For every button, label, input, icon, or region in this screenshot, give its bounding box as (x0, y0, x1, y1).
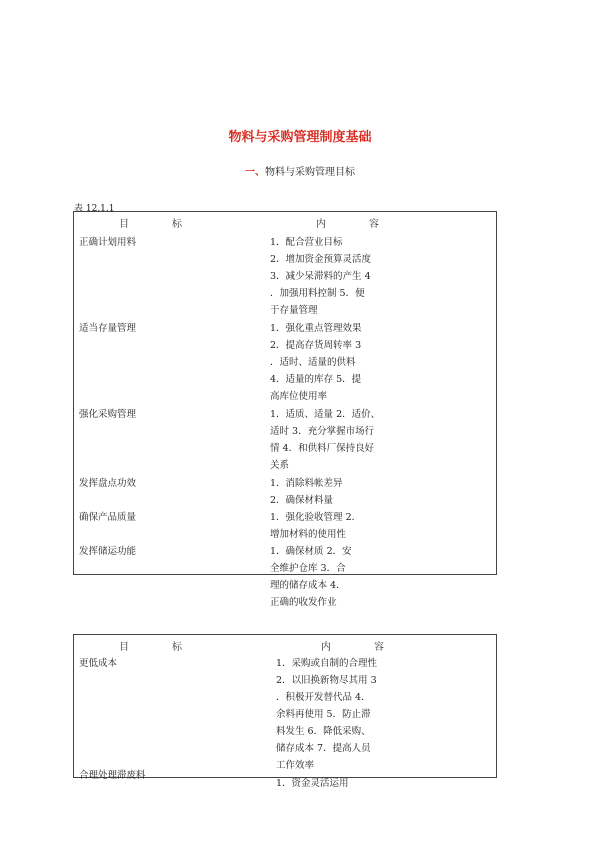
row-content-line: 1．强化重点管理效果 (270, 323, 362, 334)
row-target: 发挥盘点功效 (79, 478, 137, 489)
row-target: 更低成本 (79, 658, 118, 669)
row-content-line: 1．资金灵活运用 (276, 778, 349, 789)
row-content-line: 1．采购或自制的合理性 (276, 658, 378, 669)
row-content-line: 3．减少呆滞料的产生 4 (270, 271, 371, 282)
row-content-line: 增加材料的使用性 (270, 529, 347, 540)
row-content-line: 料发生 6．降低采购、 (276, 726, 371, 737)
section-heading (0, 163, 600, 178)
page-title: 物料与采购管理制度基础 (228, 130, 372, 145)
row-content-line: 正确的收发作业 (270, 597, 337, 608)
row-content-line: ．积极开发替代品 4． (276, 692, 371, 703)
row-content-line: 1．消除料帐差异 (270, 478, 343, 489)
header-target-char-2: 标 (172, 219, 182, 230)
row-content-line: 适时 3．充分掌握市场行 (270, 426, 375, 437)
header-target-char-2: 标 (172, 642, 182, 653)
section-number: 一、 (245, 167, 265, 178)
row-content-line: 情 4．和供料厂保持良好 (270, 443, 375, 454)
row-content-line: 于存量管理 (270, 305, 318, 316)
header-content-char-2: 容 (374, 642, 384, 653)
row-content-line: 1．确保材质 2．安 (270, 546, 352, 557)
row-content-line: 2．增加资金预算灵活度 (270, 254, 372, 265)
row-content-line: 高库位使用率 (270, 391, 328, 402)
row-content-line: 2．确保材料量 (270, 495, 334, 506)
row-content-line: 理的储存成本 4． (270, 580, 346, 591)
row-content-line: 工作效率 (276, 760, 315, 771)
row-target: 确保产品质量 (79, 512, 137, 523)
row-content-line: ．适时、适量的供料 (270, 357, 356, 368)
table-caption: 表 12.1.1 (74, 204, 115, 214)
row-content-line: 关系 (270, 460, 290, 471)
header-content-char-1: 内 (321, 642, 331, 653)
row-target: 正确计划用料 (79, 237, 137, 248)
header-content-char-1: 内 (316, 219, 326, 230)
row-content-line: 2．以旧换新物尽其用 3 (276, 675, 377, 686)
row-content-line: 1．强化验收管理 2． (270, 512, 362, 523)
row-target: 适当存量管理 (79, 323, 137, 334)
row-content-line: ．加强用料控制 5．便 (270, 288, 365, 299)
row-content-line: 全维护仓库 3．合 (270, 563, 346, 574)
row-target: 发挥储运功能 (79, 546, 137, 557)
header-content-char-2: 容 (369, 219, 379, 230)
row-target: 合理处理滞废料 (79, 770, 146, 781)
row-content-line: 2．提高存货周转率 3 (270, 340, 362, 351)
row-content-line: 4．适量的库存 5．提 (270, 374, 362, 385)
row-content-line: 储存成本 7．提高人员 (276, 743, 371, 754)
row-content-line: 1．适质、适量 2．适价、 (270, 409, 381, 420)
row-target: 强化采购管理 (79, 409, 137, 420)
row-content-line: 余料再使用 5．防止滞 (276, 709, 371, 720)
header-target-char-1: 目 (119, 642, 129, 653)
row-content-line: 1．配合营业目标 (270, 237, 343, 248)
header-target-char-1: 目 (119, 219, 129, 230)
section-heading-text: 物料与采购管理目标 (265, 167, 355, 178)
